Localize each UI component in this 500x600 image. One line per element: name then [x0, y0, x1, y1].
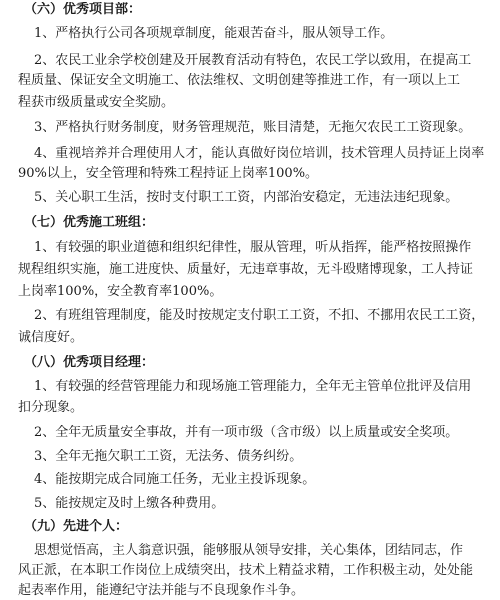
section-6-heading: （六）优秀项目部： [24, 2, 142, 17]
section-6-item-2-line-3: 程获市级质量或安全奖励。 [18, 95, 175, 110]
section-7-item-1-line-2: 规程组织实施，施工进度快、质量好，无违章事故，无斗殴赌博现象，工人持证 [18, 262, 474, 277]
section-8-item-3-line-1: 3、全年无拖欠职工工资，无法务、债务纠纷。 [34, 449, 303, 464]
section-9-item-1-line-3: 起表率作用，能遵纪守法并能与不良现象作斗争。 [18, 583, 305, 598]
section-6-item-1-line-1: 1、严格执行公司各项规章制度，能艰苦奋斗，服从领导工作。 [34, 26, 394, 41]
section-6-item-4-line-2: 90%以上，安全管理和特殊工程持证上岗率100%。 [18, 166, 319, 181]
section-8-item-1-line-1: 1、有较强的经营管理能力和现场施工管理能力，全年无主管单位批评及信用 [34, 379, 472, 394]
section-7-item-1-line-3: 上岗率100%，安全教育率100%。 [18, 284, 223, 299]
section-9-item-1-line-1: 思想觉悟高，主人翁意识强，能够服从领导安排，关心集体，团结同志，作 [34, 543, 464, 558]
section-8-item-5-line-1: 5、能按规定及时上缴各种费用。 [34, 496, 225, 511]
section-7-item-1-line-1: 1、有较强的职业道德和组织纪律性，服从管理，听从指挥，能严格按照操作 [34, 240, 472, 255]
section-6-item-4-line-1: 4、重视培养并合理使用人才，能认真做好岗位培训，技术管理人员持证上岗率 [34, 146, 485, 161]
section-9-item-1-line-2: 风正派，在本职工作岗位上成绩突出，技术上精益求精，工作积极主动，处处能 [18, 563, 474, 578]
section-6-item-2-line-1: 2、农民工业余学校创建及开展教育活动有特色，农民工学以致用，在提高工 [34, 53, 472, 68]
section-6-item-3-line-1: 3、严格执行财务制度，财务管理规范，账目清楚，无拖欠农民工工资现象。 [34, 120, 472, 135]
section-6-item-5-line-1: 5、关心职工生活，按时支付职工工资，内部治安稳定，无违法违纪现象。 [34, 190, 459, 205]
section-8-item-1-line-2: 扣分现象。 [18, 400, 84, 415]
section-7-heading: （七）优秀施工班组： [24, 215, 155, 230]
section-6-item-2-line-2: 程质量、保证安全文明施工、依法维权、文明创建等推进工作，有一项以上工 [18, 73, 461, 88]
section-8-item-4-line-1: 4、能按期完成合同施工任务，无业主投诉现象。 [34, 472, 316, 487]
section-9-heading: （九）先进个人： [24, 519, 129, 534]
section-7-item-2-line-2: 诚信度好。 [18, 330, 84, 345]
section-8-heading: （八）优秀项目经理： [24, 355, 155, 370]
section-7-item-2-line-1: 2、有班组管理制度，能及时按规定支付职工工资，不扣、不挪用农民工工资， [34, 308, 485, 323]
section-8-item-2-line-1: 2、全年无质量安全事故，并有一项市级（含市级）以上质量或安全奖项。 [34, 425, 459, 440]
